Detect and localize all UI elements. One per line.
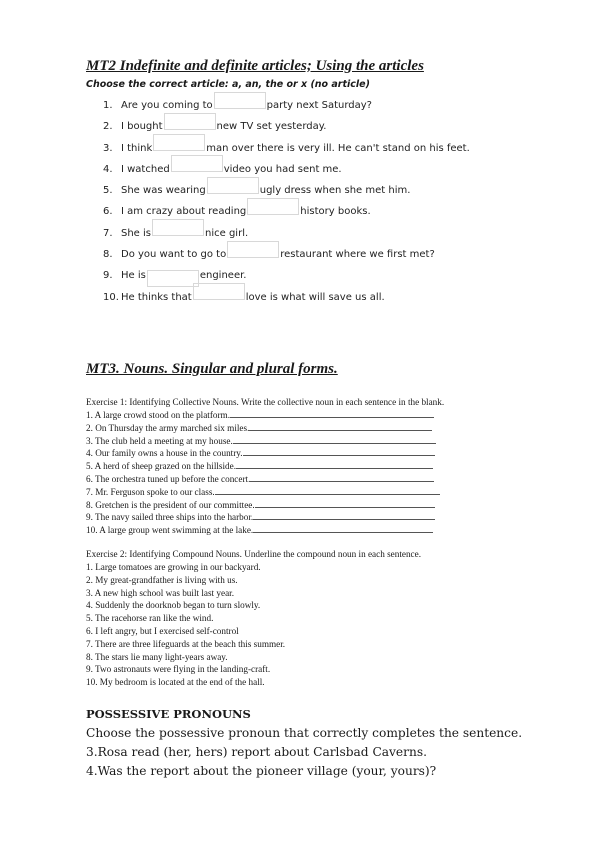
article-item: 8. Do you want to go to restaurant where we first met? xyxy=(103,244,470,265)
answer-blank[interactable] xyxy=(243,447,435,456)
answer-blank[interactable] xyxy=(233,435,436,444)
list-item: 3.Rosa read (her, hers) report about Carlsbad Caverns. xyxy=(86,745,427,759)
article-blank-input[interactable] xyxy=(152,219,204,236)
list-item: 1. Large tomatoes are growing in our backyard. xyxy=(86,562,261,572)
list-item: 3. A new high school was built last year. xyxy=(86,587,235,598)
article-blank-input[interactable] xyxy=(164,113,216,130)
mt3-heading: MT3. Nouns. Singular and plural forms. xyxy=(86,361,338,377)
answer-blank[interactable] xyxy=(236,460,433,469)
mt2-article-list xyxy=(103,95,470,308)
article-item: 3. I think man over there is very ill. He can't stand on his feet. xyxy=(103,138,470,159)
exercise-2 xyxy=(86,548,421,689)
list-item: 9. Two astronauts were flying in the landing-craft. xyxy=(86,664,271,675)
list-item: 2. On Thursday the army marched six miles. xyxy=(86,422,444,435)
article-blank-input[interactable] xyxy=(214,92,266,109)
exercise-2-title: Exercise 2: Identifying Compound Nouns. Underline the compound noun in each sentence. xyxy=(86,549,422,559)
article-blank-input[interactable] xyxy=(193,283,245,300)
list-item: 8. Gretchen is the president of our committee. xyxy=(86,499,444,512)
answer-blank[interactable] xyxy=(230,409,434,418)
list-item: 5. The racehorse ran like the wind. xyxy=(86,613,214,624)
list-item: 10. My bedroom is located at the end of the hall. xyxy=(86,677,265,688)
list-item: 5. A herd of sheep grazed on the hillside. xyxy=(86,460,444,473)
article-item: 1. Are you coming to party next Saturday? xyxy=(103,95,470,116)
answer-blank[interactable] xyxy=(215,486,440,495)
list-item: 2. My great-grandfather is living with us. xyxy=(86,574,238,585)
possessive-heading: POSSESSIVE PRONOUNS xyxy=(86,707,251,721)
list-item: 7. Mr. Ferguson spoke to our class. xyxy=(86,486,444,499)
article-blank-input[interactable] xyxy=(207,177,259,194)
answer-blank[interactable] xyxy=(253,511,435,520)
list-item: 6. I left angry, but I exercised self-control xyxy=(86,625,239,636)
article-blank-input[interactable] xyxy=(171,155,223,172)
list-item: 4. Our family owns a house in the country. xyxy=(86,447,444,460)
possessive-section xyxy=(86,724,522,781)
answer-blank[interactable] xyxy=(253,524,433,533)
mt2-heading: MT2 Indefinite and definite articles; Using the articles xyxy=(86,58,424,74)
article-item: 6. I am crazy about reading history books. xyxy=(103,201,470,222)
answer-blank[interactable] xyxy=(249,422,432,431)
list-item: 4.Was the report about the pioneer village (your, yours)? xyxy=(86,764,437,778)
exercise-1-title: Exercise 1: Identifying Collective Nouns. Write the collective noun in each sentence in the blank. xyxy=(86,397,445,407)
list-item: 4. Suddenly the doorknob began to turn slowly. xyxy=(86,600,261,611)
list-item: 6. The orchestra tuned up before the concert. xyxy=(86,473,444,486)
list-item: 8. The stars lie many light-years away. xyxy=(86,651,228,662)
article-item: 9. He is engineer. xyxy=(103,265,470,286)
exercise-1 xyxy=(86,396,444,537)
article-item: 7. She is nice girl. xyxy=(103,223,470,244)
article-blank-input[interactable] xyxy=(153,134,205,151)
list-item: 3. The club held a meeting at my house. xyxy=(86,435,444,448)
list-item: 10. A large group went swimming at the lake. xyxy=(86,524,444,537)
article-item: 4. I watched video you had sent me. xyxy=(103,159,470,180)
article-blank-input[interactable] xyxy=(147,270,199,287)
article-item: 2. I bought new TV set yesterday. xyxy=(103,116,470,137)
list-item: 7. There are three lifeguards at the beach this summer. xyxy=(86,638,286,649)
article-blank-input[interactable] xyxy=(247,198,299,215)
list-item: 1. A large crowd stood on the platform. xyxy=(86,409,444,422)
answer-blank[interactable] xyxy=(250,473,434,482)
mt2-instruction: Choose the correct article: a, an, the or x (no article) xyxy=(86,79,370,90)
exercise-1-list xyxy=(86,409,444,537)
answer-blank[interactable] xyxy=(255,499,435,508)
exercise-2-list xyxy=(86,561,421,689)
list-item: 9. The navy sailed three ships into the harbor. xyxy=(86,511,444,524)
possessive-instruction: Choose the possessive pronoun that correctly completes the sentence. xyxy=(86,726,523,740)
article-item: 10. He thinks that love is what will save us all. xyxy=(103,287,470,308)
article-item: 5. She was wearing ugly dress when she met him. xyxy=(103,180,470,201)
article-blank-input[interactable] xyxy=(227,241,279,258)
